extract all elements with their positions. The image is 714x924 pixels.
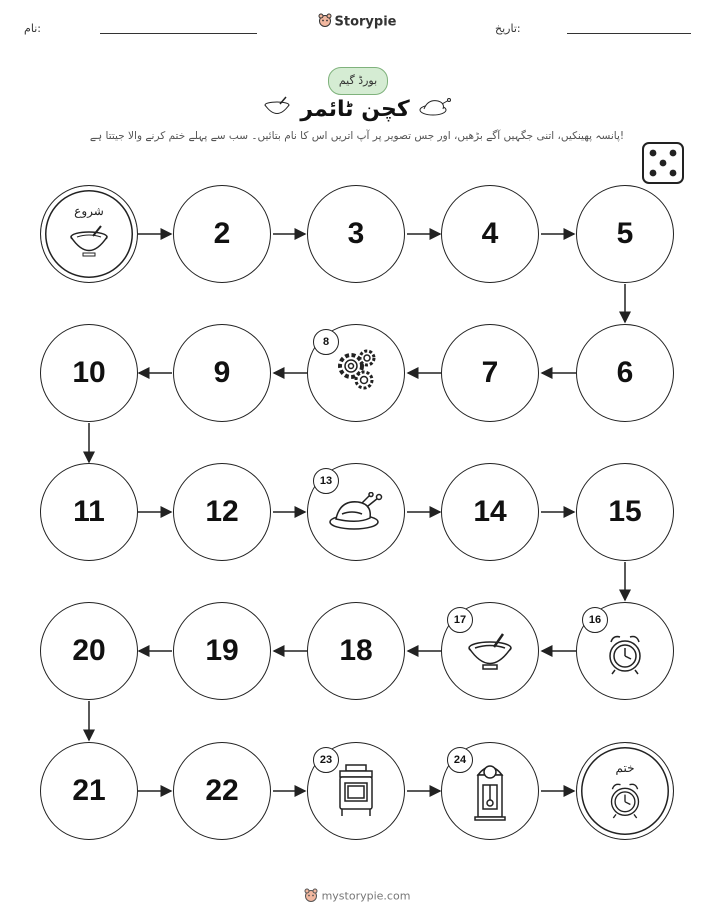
bowl-icon [67,224,111,266]
board-square-3[interactable]: 3 [307,185,405,283]
square-number-badge: 17 [447,607,473,633]
title-text: کچن ٹائمر [300,97,410,122]
category-badge: بورڈ گیم [328,67,388,95]
alarm-clock-icon [605,632,645,684]
alarm-clock-icon [607,780,643,828]
board-square-18[interactable]: 18 [307,602,405,700]
footer [0,888,714,905]
board-square-12[interactable]: 12 [173,463,271,561]
board-square-9[interactable]: 9 [173,324,271,422]
board-square-7[interactable]: 7 [441,324,539,422]
roast-chicken-icon [328,492,384,540]
stove-icon [336,764,376,826]
board-square-15[interactable]: 15 [576,463,674,561]
board-square-start[interactable] [40,185,138,283]
square-number-badge: 8 [313,329,339,355]
start-label: شروع [74,204,104,218]
grandfather-clock-icon [473,761,507,829]
end-label: ختم [615,761,635,775]
board-square-20[interactable]: 20 [40,602,138,700]
board-square-21[interactable]: 21 [40,742,138,840]
board-square-6[interactable]: 6 [576,324,674,422]
mascot-icon [304,888,318,905]
board-square-11[interactable]: 11 [40,463,138,561]
brand-name: Storypie [334,14,397,30]
board-square-22[interactable]: 22 [173,742,271,840]
square-number-badge: 23 [313,747,339,773]
board-square-2[interactable]: 2 [173,185,271,283]
gears-icon [331,344,381,402]
board-square-10[interactable]: 10 [40,324,138,422]
bowl-icon [465,633,515,679]
square-number-badge: 16 [582,607,608,633]
board-square-14[interactable]: 14 [441,463,539,561]
board-square-4[interactable]: 4 [441,185,539,283]
name-label: نام: [24,22,41,35]
instructions: پانسہ پھینکیں، اتنی جگہیں آگے بڑھیں، اور جس تصویر پر آپ اتریں اس کا نام بتائیں۔ سب سے پہلے ختم کرنے والا جیتتا ہے! [89,130,625,142]
square-number-badge: 13 [313,468,339,494]
footer-url[interactable]: mystorypie.com [321,889,411,903]
board-square-19[interactable]: 19 [173,602,271,700]
board-square-end[interactable] [576,742,674,840]
date-label: تاریخ: [495,22,521,35]
board-square-5[interactable]: 5 [576,185,674,283]
square-number-badge: 24 [447,747,473,773]
